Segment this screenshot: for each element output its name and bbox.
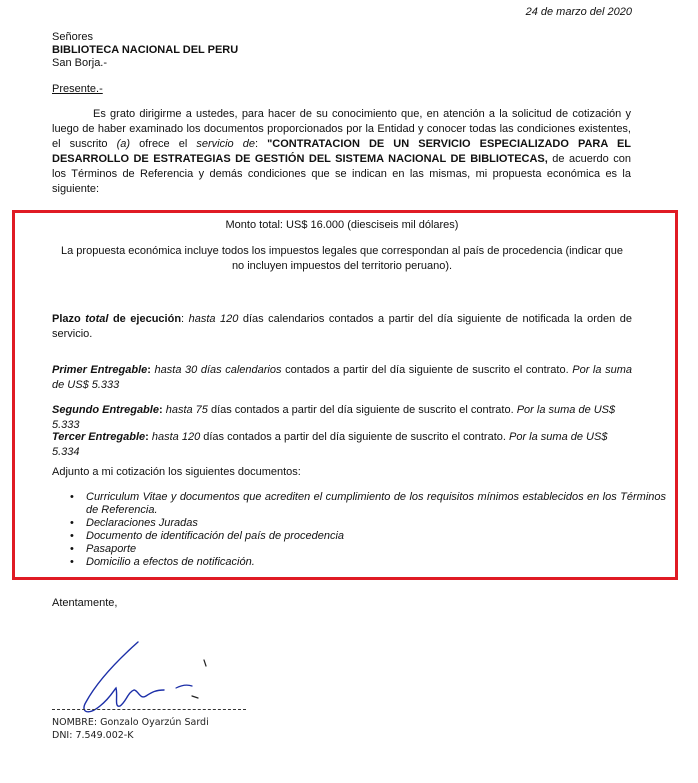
signature-line <box>52 709 246 710</box>
list-item: • Domicilio a efectos de notificación. <box>86 556 666 569</box>
entregable-label: Tercer Entregable <box>52 431 146 443</box>
adjunto-line: Adjunto a mi cotización los siguientes documentos: <box>52 466 301 478</box>
recipient-city: San Borja.- <box>52 57 108 69</box>
entregable-hasta: hasta 30 días calendarios <box>154 364 282 376</box>
entregable-2 <box>52 403 632 433</box>
plazo-hasta: hasta 120 <box>188 313 239 325</box>
impuestos-note: La propuesta económica incluye todos los impuestos legales que correspondan al país de procedencia (indicar que no incluyen impuestos del territorio peruano). <box>61 245 623 272</box>
intro-text-2: ofrece el <box>130 138 197 150</box>
intro-servicio: servicio de <box>196 138 255 150</box>
intro-text-1: Es grato dirigirme a ustedes, para hacer de su conocimiento que, en atención a la solicitud de cotización y luego de haber examinado los documentos proporcionados por la Entidad y conocer todas las condiciones existentes, el suscrito <box>52 108 631 150</box>
entregable-suma: Por la suma de US$ 5.334 <box>52 431 608 458</box>
entregable-1 <box>52 363 632 393</box>
list-item: • Declaraciones Juradas <box>86 517 666 530</box>
plazo-label-1: Plazo <box>52 313 86 325</box>
signer-name: NOMBRE: Gonzalo Oyarzún Sardi <box>52 717 209 728</box>
intro-a: (a) <box>116 138 131 150</box>
signature-image <box>80 640 230 720</box>
intro-text-3: : <box>254 138 268 150</box>
plazo-label-2: total <box>85 313 109 325</box>
closing-text: Atentamente, <box>52 597 118 609</box>
recipient-block <box>52 31 238 70</box>
entregable-suma: Por la suma de US$ 5.333 <box>52 404 616 431</box>
list-item: • Pasaporte <box>86 543 666 556</box>
entregable-label: Primer Entregable <box>52 364 148 376</box>
entregable-3 <box>52 430 632 460</box>
signer-dni: DNI: 7.549.002-K <box>52 730 134 741</box>
entregable-rest: días contados a partir del día siguiente de suscrito el contrato. <box>200 431 509 443</box>
entregable-rest: contados a partir del día siguiente de suscrito el contrato. <box>281 364 573 376</box>
entregable-hasta: hasta 75 <box>165 404 208 416</box>
monto-total: Monto total: US$ 16.000 (diesciseis mil dólares) <box>225 219 459 231</box>
recipient-name: BIBLIOTECA NACIONAL DEL PERU <box>52 44 239 56</box>
entregable-colon: : <box>158 404 166 416</box>
signature-block <box>52 716 209 742</box>
entregable-suma: Por la suma de US$ 5.333 <box>52 364 632 391</box>
entregable-label: Segundo Entregable <box>52 404 159 416</box>
letter-date: 24 de marzo del 2020 <box>525 6 632 18</box>
entregable-colon: : <box>145 431 152 443</box>
intro-text-4: de acuerdo con los Términos de Referencia y demás condiciones que se indican en las mismas, mi propuesta económica es la siguiente: <box>52 153 631 195</box>
entregable-hasta: hasta 120 <box>151 431 201 443</box>
entregable-rest: días contados a partir del día siguiente de suscrito el contrato. <box>207 404 517 416</box>
documentos-list <box>52 491 666 569</box>
service-title: "CONTRATACION DE UN SERVICIO ESPECIALIZADO PARA EL DESARROLLO DE ESTRATEGIAS DE GESTIÓN DEL SISTEMA NACIONAL DE BIBLIOTECAS, <box>52 138 632 165</box>
entregable-colon: : <box>147 364 155 376</box>
list-item: • Documento de identificación del país de procedencia <box>86 530 666 543</box>
plazo-colon: : <box>181 313 189 325</box>
plazo-rest: días calendarios contados a partir del día siguiente de notificada la orden de servicio. <box>52 313 632 340</box>
presente-heading: Presente.- <box>52 83 103 95</box>
list-item: • Curriculum Vitae y documentos que acrediten el cumplimiento de los requisitos mínimos establecidos en los Términos de Referencia. <box>86 491 666 517</box>
intro-paragraph <box>52 107 631 197</box>
plazo-line <box>52 312 632 342</box>
plazo-label-3: de ejecución <box>108 313 182 325</box>
recipient-salutation: Señores <box>52 31 93 43</box>
